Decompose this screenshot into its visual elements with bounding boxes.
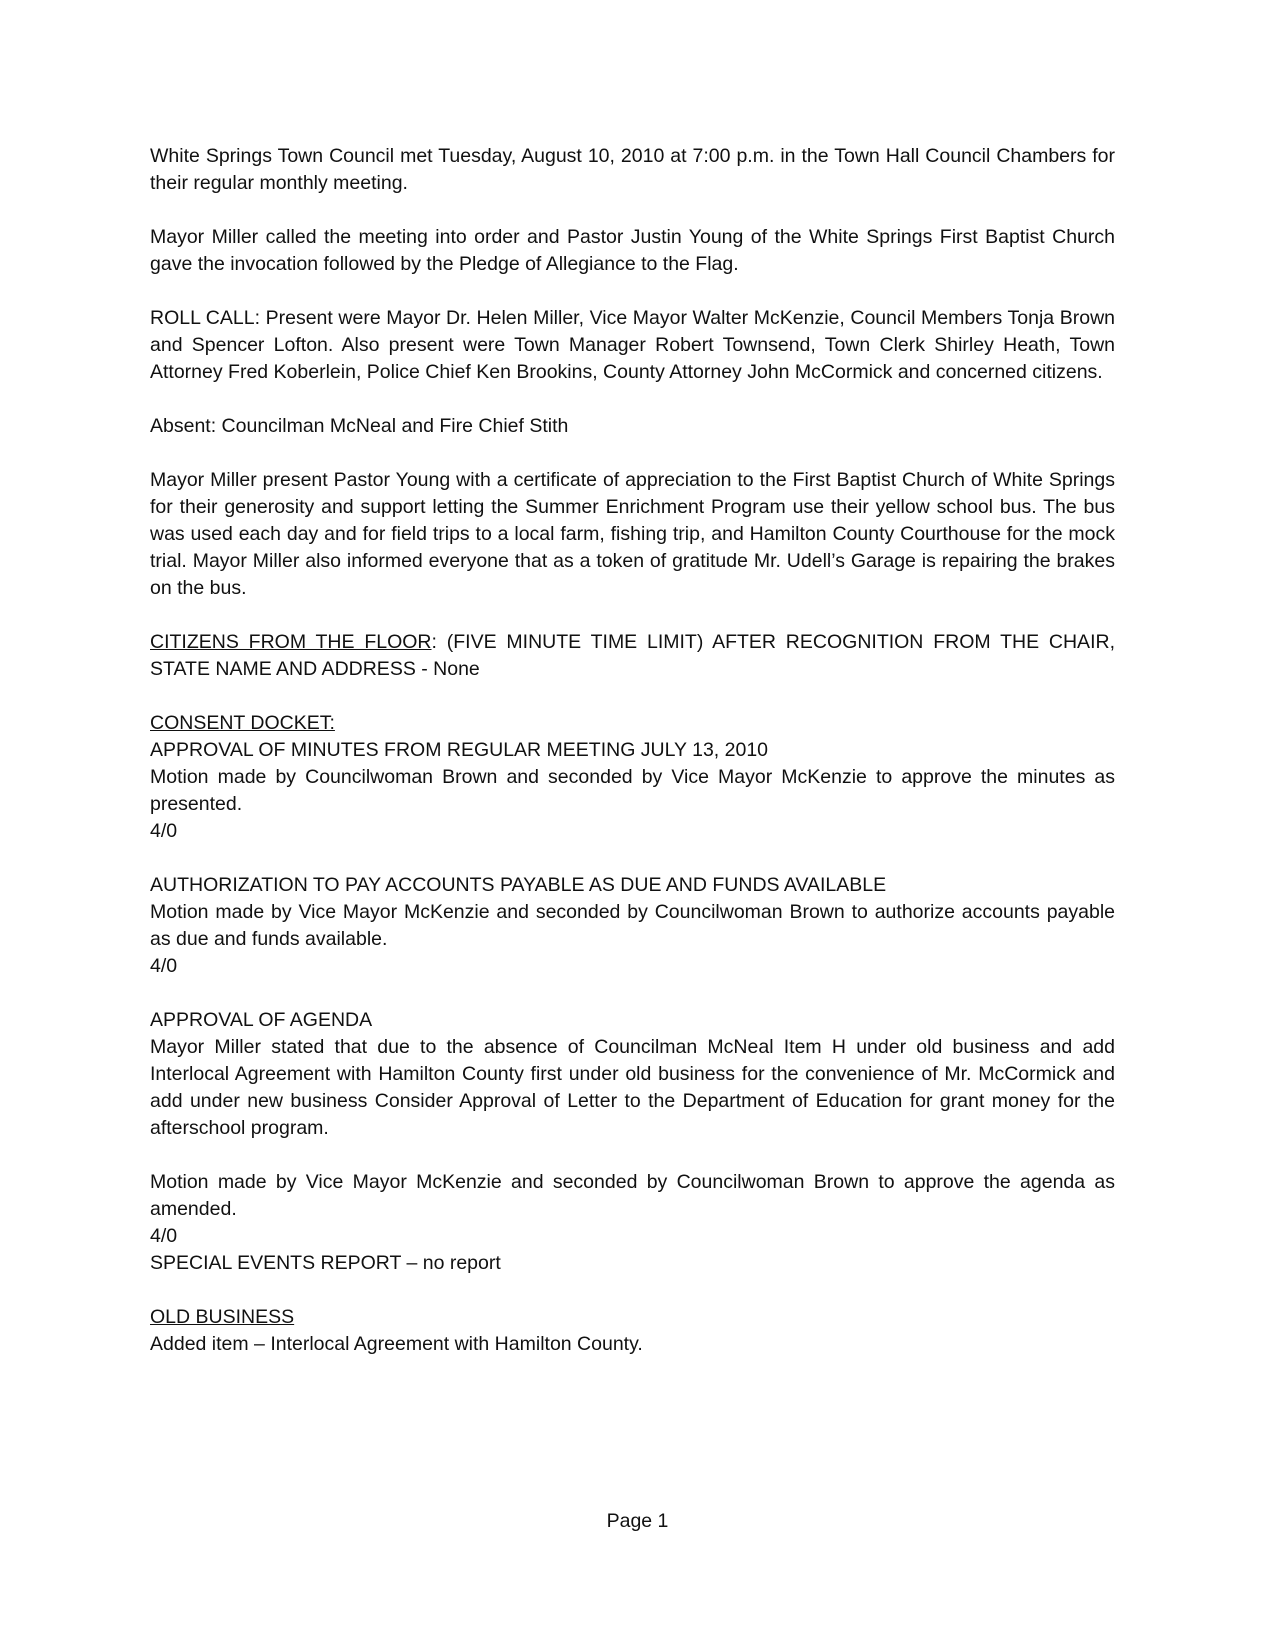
invocation-paragraph: Mayor Miller called the meeting into order and Pastor Justin Young of the White Springs First Baptist Church gave the invocation followed by the Pledge of Allegiance to the Flag.	[150, 226, 1115, 275]
certificate-paragraph: Mayor Miller present Pastor Young with a certificate of appreciation to the First Baptist Church of White Springs for their generosity and support letting the Summer Enrichment Program use their yellow school bus. The bus was used each day and for field trips to a local farm, fishing trip, and Hamilton County Courthouse for the mock trial. Mayor Miller also informed everyone that as a token of gratitude Mr. Udell’s Garage is repairing the brakes on the bus.	[150, 469, 1115, 599]
agenda-approval-section	[150, 1007, 1115, 1142]
consent-docket-section	[150, 710, 1115, 845]
agenda-approval-motion: Motion made by Vice Mayor McKenzie and seconded by Councilwoman Brown to approve the agenda as amended.	[150, 1171, 1115, 1220]
minutes-approval-vote: 4/0	[150, 820, 178, 842]
accounts-payable-section	[150, 872, 1115, 980]
page-number: Page 1	[606, 1510, 669, 1532]
agenda-motion-section	[150, 1169, 1115, 1277]
minutes-approval-motion: Motion made by Councilwoman Brown and seconded by Vice Mayor McKenzie to approve the minutes as presented.	[150, 766, 1115, 815]
citizens-text: : (FIVE MINUTE TIME LIMIT) AFTER RECOGNITION FROM THE CHAIR, STATE NAME AND ADDRESS - None	[150, 631, 1115, 680]
citizens-heading: CITIZENS FROM THE FLOOR	[150, 631, 432, 653]
old-business-heading: OLD BUSINESS	[150, 1306, 295, 1328]
old-business-item: Added item – Interlocal Agreement with Hamilton County.	[150, 1333, 643, 1355]
roll-call-paragraph: ROLL CALL: Present were Mayor Dr. Helen Miller, Vice Mayor Walter McKenzie, Council Members Tonja Brown and Spencer Lofton. Also present were Town Manager Robert Townsend, Town Clerk Shirley Heath, Town Attorney Fred Koberlein, Police Chief Ken Brookins, County Attorney John McCormick and concerned citizens.	[150, 307, 1115, 383]
minutes-approval-title: APPROVAL OF MINUTES FROM REGULAR MEETING JULY 13, 2010	[150, 739, 769, 761]
accounts-payable-vote: 4/0	[150, 955, 178, 977]
special-events-report: SPECIAL EVENTS REPORT – no report	[150, 1252, 501, 1274]
agenda-approval-statement: Mayor Miller stated that due to the absence of Councilman McNeal Item H under old business and add Interlocal Agreement with Hamilton County first under old business for the convenience of Mr. McCormick and add under new business Consider Approval of Letter to the Department of Education for grant money for the afterschool program.	[150, 1036, 1115, 1139]
agenda-approval-vote: 4/0	[150, 1225, 178, 1247]
absent-paragraph: Absent: Councilman McNeal and Fire Chief Stith	[150, 415, 569, 437]
old-business-section	[150, 1304, 1115, 1358]
consent-docket-heading: CONSENT DOCKET:	[150, 712, 335, 734]
citizens-from-floor-section	[150, 629, 1115, 683]
accounts-payable-title: AUTHORIZATION TO PAY ACCOUNTS PAYABLE AS DUE AND FUNDS AVAILABLE	[150, 874, 887, 896]
meeting-intro-paragraph: White Springs Town Council met Tuesday, August 10, 2010 at 7:00 p.m. in the Town Hall Council Chambers for their regular monthly meeting.	[150, 145, 1115, 194]
agenda-approval-title: APPROVAL OF AGENDA	[150, 1009, 373, 1031]
accounts-payable-motion: Motion made by Vice Mayor McKenzie and seconded by Councilwoman Brown to authorize accounts payable as due and funds available.	[150, 901, 1115, 950]
document-body	[150, 143, 1115, 1358]
